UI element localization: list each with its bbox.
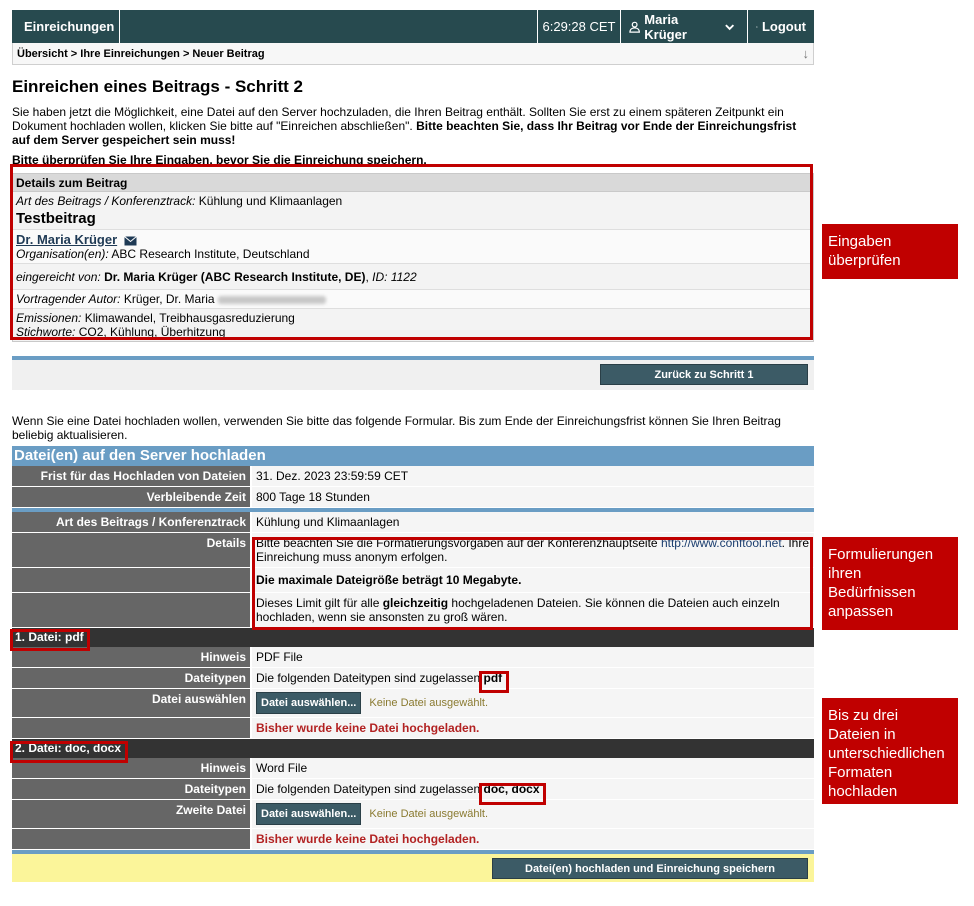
breadcrumb-text[interactable]: Übersicht > Ihre Einreichungen > Neuer Beitrag: [17, 47, 265, 60]
id-value: 1122: [390, 270, 417, 284]
file1-choose-label: Datei auswählen: [12, 689, 252, 717]
chevron-down-icon: [724, 22, 735, 32]
note-check-inputs: Eingaben überprüfen: [822, 224, 958, 279]
file1-hint-label: Hinweis: [12, 647, 252, 667]
note-upload-files: Bis zu drei Dateien in unterschiedlichen Formaten hochladen: [822, 698, 958, 804]
clock: [538, 10, 621, 43]
logout-label: Logout: [761, 19, 806, 34]
file1-status-row: [12, 718, 814, 739]
presenter-label: Vortragender Autor:: [16, 292, 121, 306]
details-text-1: Bitte beachten Sie die Formatierungsvorgaben auf der Konferenzhauptseite: [256, 536, 658, 550]
file1-choose-cell: [252, 689, 814, 717]
file2-choose-label: Zweite Datei: [12, 800, 252, 828]
author-link[interactable]: Dr. Maria Krüger: [16, 232, 118, 247]
highlight-details-text: [252, 537, 813, 630]
deadline-value: 31. Dez. 2023 23:59:59 CET: [252, 466, 814, 486]
submission-title: Testbeitrag: [16, 210, 96, 227]
file2-types-label: Dateitypen: [12, 779, 252, 799]
arrow-down-icon[interactable]: ↓: [802, 46, 809, 61]
file2-header: 2. Datei: doc, docx: [12, 739, 814, 758]
file1-choose-row: [12, 689, 814, 718]
highlight-details: [10, 164, 813, 340]
submitted-label: eingereicht von:: [16, 270, 101, 284]
track-value: Kühlung und Klimaanlagen: [252, 512, 814, 532]
org-value: ABC Research Institute, Deutschland: [111, 247, 310, 261]
logout-icon: [756, 21, 758, 33]
file1-types-ext: pdf: [483, 671, 503, 685]
upload-form: [12, 446, 814, 882]
back-row: [12, 360, 814, 390]
clock-tz: CET: [589, 19, 616, 34]
conference-link[interactable]: http://www.conftool.net: [660, 536, 782, 550]
upload-info: Wenn Sie eine Datei hochladen wollen, verwenden Sie bitte das folgende Formular. Bis zum Ende der Einreichungsfrist können Sie Ihren Beitrag beliebig aktualisieren.: [12, 414, 781, 442]
file2-hint-value: Word File: [252, 758, 814, 778]
emissions-label: Emissionen:: [16, 311, 82, 325]
user-name: Maria Krüger: [644, 11, 687, 42]
file1-types-value: [252, 668, 814, 688]
file1-hint-value: PDF File: [252, 647, 814, 667]
user-icon: [629, 21, 640, 33]
highlight-file1-header: [10, 629, 90, 651]
max-size-label-cell: [12, 568, 252, 592]
user-menu[interactable]: [621, 10, 748, 43]
file2-hint-row: [12, 758, 814, 779]
file2-types-row: [12, 779, 814, 800]
file2-types-text: Die folgenden Dateitypen sind zugelassen: [256, 782, 481, 796]
deadline-row: [12, 466, 814, 487]
limit-b: hochgeladenen Dateien. Sie können die Dateien auch einzeln hochladen, wenn sie ansonsten zu groß wären.: [256, 596, 780, 624]
max-size-bold: Die maximale Dateigröße beträgt 10 Megabyte.: [256, 573, 522, 587]
limit-bold: gleichzeitig: [382, 596, 449, 610]
submitted-value: Dr. Maria Krüger (ABC Research Institute, DE): [104, 270, 366, 284]
upload-form-header: Datei(en) auf den Server hochladen: [12, 446, 814, 466]
top-bar: [12, 10, 814, 43]
file1-types-row: [12, 668, 814, 689]
note-adapt-wording: Formulierungen ihren Bedürfnissen anpassen: [822, 537, 958, 630]
limit-a: Dieses Limit gilt für alle: [256, 596, 380, 610]
file1-status-label-cell: [12, 718, 252, 738]
file1-types-label: Dateitypen: [12, 668, 252, 688]
details-header: Details zum Beitrag: [13, 174, 813, 192]
file1-hint-row: [12, 647, 814, 668]
clock-time: 6:29:28: [542, 19, 586, 34]
details-label: Details: [12, 533, 252, 567]
track-row: [12, 512, 814, 533]
file1-no-file: Keine Datei ausgewählt.: [369, 697, 489, 709]
file1-status: Bisher wurde keine Datei hochgeladen.: [252, 718, 814, 738]
type-label: Art des Beitrags / Konferenztrack:: [16, 194, 196, 208]
track-label: Art des Beitrags / Konferenztrack: [12, 512, 252, 532]
details-text-2: . Ihre Einreichung muss anonym erfolgen.: [256, 536, 810, 564]
details-submitted-block: eingereicht von: Dr. Maria Krüger (ABC Research Institute, DE), ID: 1122: [13, 264, 813, 290]
presenter-value: Krüger, Dr. Maria: [123, 292, 215, 306]
file2-types-ext: doc, docx: [483, 782, 540, 796]
page: [12, 10, 814, 882]
file2-choose-button[interactable]: Datei auswählen...: [256, 803, 361, 825]
file1-types-text: Die folgenden Dateitypen sind zugelassen: [256, 671, 481, 685]
file2-choose-row: [12, 800, 814, 829]
remaining-label: Verbleibende Zeit: [12, 487, 252, 507]
breadcrumb: [12, 43, 814, 65]
highlight-file2-ext: [479, 783, 546, 805]
intro-normal: Sie haben jetzt die Möglichkeit, eine Datei auf den Server hochzuladen, die Ihren Beitrag enthält. Sollten Sie erst zu einem späteren Zeitpunkt ein Dokument hochladen wollen, klicken Sie bitte auf "Einreichen abschließen".: [12, 105, 784, 133]
remaining-value: 800 Tage 18 Stunden: [252, 487, 814, 507]
remaining-row: [12, 487, 814, 508]
file2-status: Bisher wurde keine Datei hochgeladen.: [252, 829, 814, 849]
highlight-file1-ext: [479, 671, 509, 693]
keywords-value: CO2, Kühlung, Überhitzung: [78, 325, 226, 339]
deadline-label: Frist für das Hochladen von Dateien: [12, 466, 252, 486]
file2-status-row: [12, 829, 814, 850]
file1-header: 1. Datei: pdf: [12, 628, 814, 647]
highlight-file2-header: [10, 741, 128, 763]
file2-hint-label: Hinweis: [12, 758, 252, 778]
upload-and-save-button[interactable]: Datei(en) hochladen und Einreichung speichern: [492, 858, 808, 879]
file2-status-label-cell: [12, 829, 252, 849]
limit-label-cell: [12, 593, 252, 627]
file1-choose-button[interactable]: Datei auswählen...: [256, 692, 361, 714]
type-value: Kühlung und Klimaanlagen: [198, 194, 343, 208]
check-instruction: Bitte überprüfen Sie Ihre Eingaben, bevor Sie die Einreichung speichern.: [12, 153, 427, 167]
page-title: Einreichen eines Beitrags - Schritt 2: [12, 77, 303, 96]
back-label: Einreichungen: [24, 19, 115, 34]
keywords-label: Stichworte:: [16, 325, 76, 339]
org-label: Organisation(en):: [16, 247, 109, 261]
file2-no-file: Keine Datei ausgewählt.: [369, 808, 489, 820]
intro-text: [12, 105, 814, 147]
back-to-step1-button[interactable]: Zurück zu Schritt 1: [600, 364, 808, 385]
logout-button[interactable]: [748, 10, 814, 43]
submit-row: [12, 850, 814, 882]
top-bar-spacer: [120, 10, 538, 43]
id-label: ID:: [372, 270, 388, 284]
emissions-value: Klimawandel, Treibhausgasreduzierung: [84, 311, 295, 325]
back-to-submissions-button[interactable]: [12, 10, 120, 43]
intro-bold: Bitte beachten Sie, dass Ihr Beitrag vor Ende der Einreichungsfrist auf dem Server gespeichert sein muss!: [12, 119, 797, 147]
